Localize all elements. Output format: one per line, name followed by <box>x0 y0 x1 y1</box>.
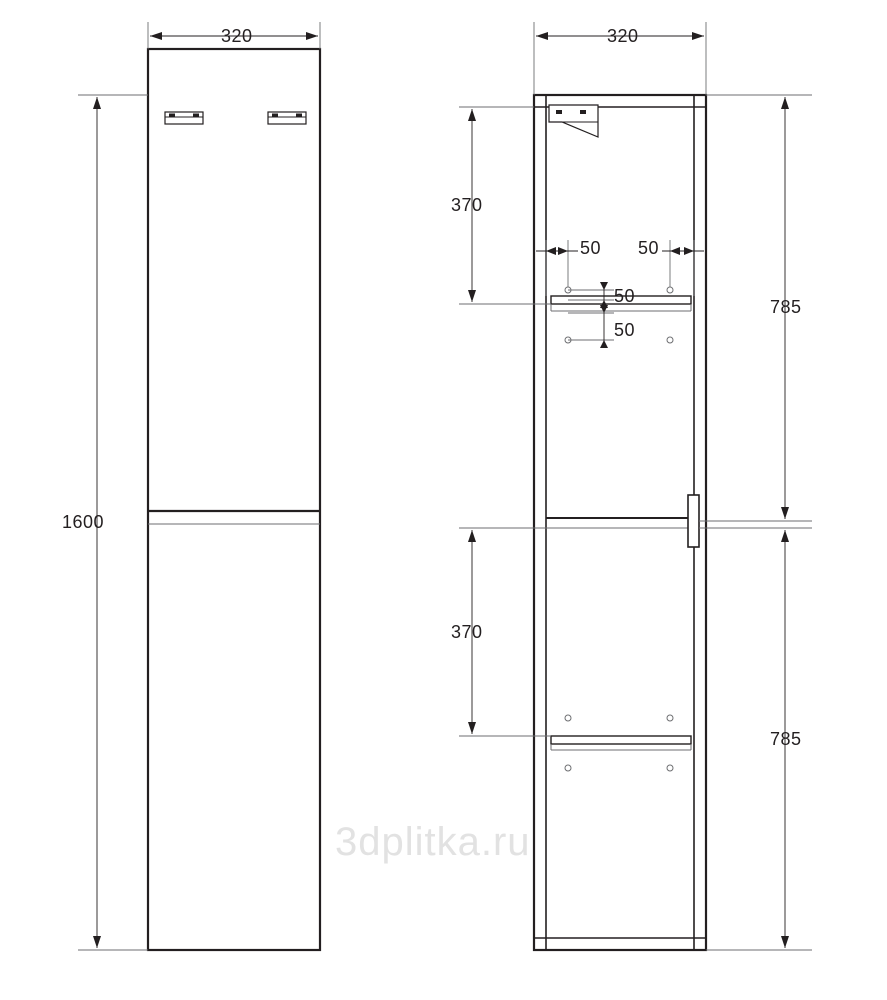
shelf-pin-hole <box>667 337 673 343</box>
front-cabinet-outline <box>148 49 320 950</box>
front-mount-bracket-right <box>268 112 306 124</box>
front-height-arrow-bottom <box>93 936 101 948</box>
front-mount-bracket-left <box>165 112 203 124</box>
shelf-pin-hole <box>667 715 673 721</box>
dim-label-front-width: 320 <box>221 26 253 46</box>
dim-label-side-width: 320 <box>607 26 639 46</box>
dim-370-lower-arrow-bottom <box>468 722 476 734</box>
side-width-arrow-right <box>692 32 704 40</box>
front-height-arrow-top <box>93 97 101 109</box>
side-cabinet-outline <box>534 95 706 950</box>
dim-785-upper-arrow-bottom <box>781 507 789 519</box>
dim-label-785-upper: 785 <box>770 297 802 317</box>
dim-label-50-left: 50 <box>580 238 602 258</box>
shelf-pin-hole <box>565 715 571 721</box>
dim-label-front-height: 1600 <box>62 512 105 532</box>
dim-370-upper-arrow-bottom <box>468 290 476 302</box>
dim-label-370-lower: 370 <box>451 622 483 642</box>
shelf-pin-hole <box>667 287 673 293</box>
front-width-arrow-right <box>306 32 318 40</box>
dim-label-50-below-shelf: 50 <box>614 320 636 340</box>
dim-370-lower-arrow-top <box>468 530 476 542</box>
side-width-arrow-left <box>536 32 548 40</box>
front-view <box>78 22 320 950</box>
dim-label-50-above-shelf: 50 <box>614 286 636 306</box>
front-width-arrow-left <box>150 32 162 40</box>
dim-785-upper-arrow-top <box>781 97 789 109</box>
dim-label-50-right: 50 <box>638 238 660 258</box>
shelf-pin-hole <box>565 765 571 771</box>
dim-785-lower-arrow-top <box>781 530 789 542</box>
dim-label-370-upper: 370 <box>451 195 483 215</box>
side-view <box>459 22 812 950</box>
side-handle <box>688 495 699 547</box>
dim-370-upper-arrow-top <box>468 109 476 121</box>
dim-label-785-lower: 785 <box>770 729 802 749</box>
shelf-pin-hole <box>667 765 673 771</box>
watermark-text: 3dplitka.ru <box>335 820 531 864</box>
dim-785-lower-arrow-bottom <box>781 936 789 948</box>
